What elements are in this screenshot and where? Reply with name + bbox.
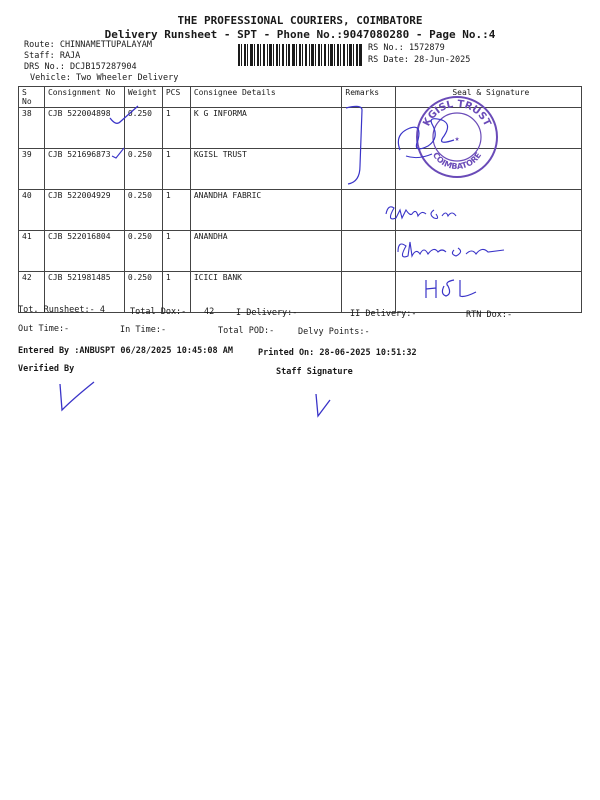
route-label: Route: CHINNAMETTUPALAYAM bbox=[24, 40, 152, 50]
handwritten-signature-row42 bbox=[420, 276, 482, 302]
vehicle-label: Vehicle: Two Wheeler Delivery bbox=[30, 73, 179, 83]
staff-signature-label: Staff Signature bbox=[276, 367, 353, 377]
cell-consignment: CJB 522004929 bbox=[44, 190, 124, 231]
cell-weight: 0.250 bbox=[124, 108, 162, 149]
cell-consignment: CJB 522016804 bbox=[44, 231, 124, 272]
col-header-consignment: Consignment No bbox=[44, 87, 124, 108]
barcode bbox=[238, 44, 362, 66]
in-time: In Time:- bbox=[120, 325, 167, 335]
cell-weight: 0.250 bbox=[124, 231, 162, 272]
rtn-dox: RTN Dox:- bbox=[466, 310, 513, 320]
col-header-pcs: PCS bbox=[162, 87, 190, 108]
cell-sno: 41 bbox=[19, 231, 45, 272]
cell-sno: 40 bbox=[19, 190, 45, 231]
cell-pcs: 1 bbox=[162, 190, 190, 231]
col-header-consignee: Consignee Details bbox=[190, 87, 342, 108]
verified-by: Verified By bbox=[18, 364, 75, 374]
rs-date: RS Date: 28-Jun-2025 bbox=[368, 55, 471, 65]
total-dox-label: Total Dox:- bbox=[130, 307, 187, 317]
total-runsheet: Tot. Runsheet:- 4 bbox=[18, 305, 105, 315]
total-dox-value: 42 bbox=[204, 307, 215, 317]
cell-sno: 38 bbox=[19, 108, 45, 149]
cell-weight: 0.250 bbox=[124, 190, 162, 231]
col-header-sno: S No bbox=[19, 87, 45, 108]
col-header-remarks: Remarks bbox=[342, 87, 396, 108]
drs-label: DRS No.: DCJB157287904 bbox=[24, 62, 137, 72]
cell-consignment: CJB 522004898 bbox=[44, 108, 124, 149]
table-row bbox=[19, 190, 582, 231]
entered-by: Entered By :ANBUSPT 06/28/2025 10:45:08 AM bbox=[18, 346, 233, 356]
verifier-signature bbox=[56, 378, 98, 414]
staff-label: Staff: RAJA bbox=[24, 51, 81, 61]
rs-number: RS No.: 1572879 bbox=[368, 43, 445, 53]
stamp-bottom-text: COIMBATORE bbox=[430, 150, 484, 172]
i-delivery: I Delivery:- bbox=[236, 308, 298, 318]
staff-signature-mark bbox=[310, 386, 334, 420]
svg-text:★: ★ bbox=[454, 134, 460, 143]
cell-consignee: K G INFORMA bbox=[190, 108, 342, 149]
cell-consignee: ANANDHA FABRIC bbox=[190, 190, 342, 231]
cell-remarks bbox=[342, 231, 396, 272]
cell-pcs: 1 bbox=[162, 231, 190, 272]
cell-consignee: ICICI BANK bbox=[190, 272, 342, 313]
handwritten-signature-row40 bbox=[382, 200, 472, 226]
printed-on: Printed On: 28-06-2025 10:51:32 bbox=[258, 348, 417, 358]
cell-consignment: CJB 521696873 bbox=[44, 149, 124, 190]
cell-consignee: KGISL TRUST bbox=[190, 149, 342, 190]
stamp-top-text: KGISL TRUST bbox=[421, 98, 493, 129]
remarks-bracket-mark bbox=[340, 96, 384, 188]
col-header-weight: Weight bbox=[124, 87, 162, 108]
tick-mark-signature-small bbox=[110, 146, 126, 160]
cell-remarks bbox=[342, 272, 396, 313]
out-time: Out Time:- bbox=[18, 324, 70, 334]
total-pod: Total POD:- bbox=[218, 326, 275, 336]
tick-mark-signature bbox=[108, 104, 140, 126]
cell-pcs: 1 bbox=[162, 149, 190, 190]
handwritten-signature-row41 bbox=[394, 236, 518, 262]
cell-weight: 0.250 bbox=[124, 272, 162, 313]
cell-consignment: CJB 521981485 bbox=[44, 272, 124, 313]
col-header-seal: Seal & Signature bbox=[396, 87, 582, 108]
company-title: THE PROFESSIONAL COURIERS, COIMBATORE bbox=[177, 14, 423, 27]
cell-pcs: 1 bbox=[162, 108, 190, 149]
ii-delivery: II Delivery:- bbox=[350, 309, 417, 319]
runsheet-subtitle: Delivery Runsheet - SPT - Phone No.:9047080280 - Page No.:4 bbox=[104, 28, 496, 41]
delvy-points: Delvy Points:- bbox=[298, 327, 370, 337]
cell-consignee: ANANDHA bbox=[190, 231, 342, 272]
cell-sno: 42 bbox=[19, 272, 45, 313]
cell-weight: 0.250 bbox=[124, 149, 162, 190]
scribble-signature bbox=[392, 110, 462, 166]
cell-sno: 39 bbox=[19, 149, 45, 190]
cell-pcs: 1 bbox=[162, 272, 190, 313]
